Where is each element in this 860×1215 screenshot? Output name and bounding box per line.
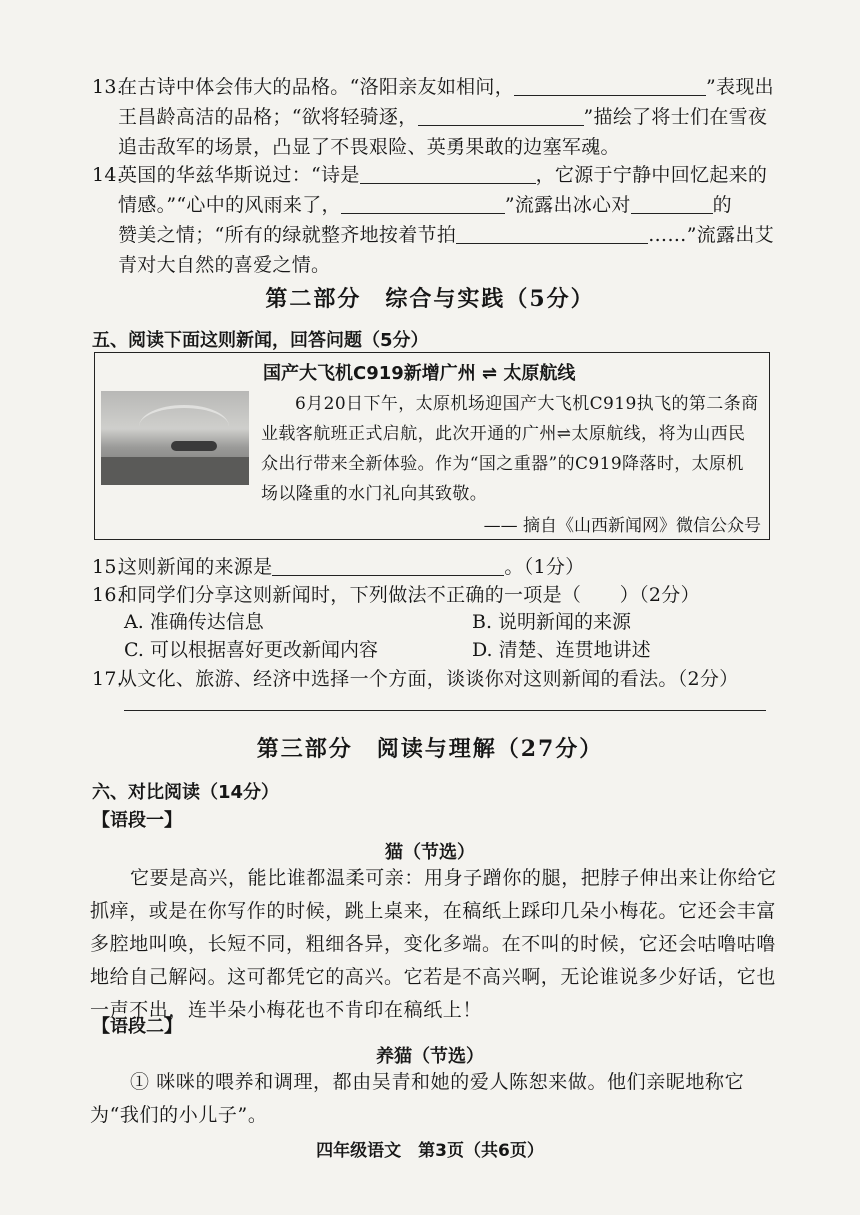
section-6-title: 六、对比阅读（14分） bbox=[92, 782, 280, 803]
question-14: 14.英国的华兹华斯说过：“诗是 ，它源于宁静中回忆起来的 情感。”“心中的风雨来了， ”流露出冰心对 的 赞美之情；“所有的绿就整齐地按着节拍 ……”流露出艾 青对大自然的喜爱之情。 bbox=[92, 160, 782, 280]
question-number: 17. bbox=[92, 668, 124, 690]
passage-1-text: 它要是高兴，能比谁都温柔可亲：用身子蹭你的腿，把脖子伸出来让你给它抓痒，或是在你写作的时候，跳上桌来，在稿纸上踩印几朵小梅花。它还会丰富多腔地叫唤，长短不同，粗细各异，变化多端。在不叫的时候，它还会咕噜咕噜地给自己解闷。这可都凭它的高兴。它若是不高兴啊，无论谁说多少好话，它也一声不出，连半朵小梅花也不肯印在稿纸上！ bbox=[90, 867, 777, 1021]
answer-blank[interactable] bbox=[360, 163, 536, 184]
news-photo bbox=[101, 391, 249, 485]
airplane-shape bbox=[171, 441, 217, 451]
question-15: 15.这则新闻的来源是 。（1分） bbox=[92, 552, 782, 582]
page-footer: 四年级语文 第3页（共6页） bbox=[316, 1141, 544, 1161]
option-b[interactable]: B. 说明新闻的来源 bbox=[472, 611, 632, 633]
runway-shape bbox=[101, 457, 249, 485]
question-number: 15. bbox=[92, 556, 124, 578]
question-number: 16. bbox=[92, 584, 124, 606]
question-number: 13. bbox=[92, 76, 124, 98]
news-box bbox=[94, 352, 770, 540]
passage-2-label: 【语段二】 bbox=[92, 1016, 182, 1037]
option-c[interactable]: C. 可以根据喜好更改新闻内容 bbox=[124, 639, 378, 661]
passage-1-label: 【语段一】 bbox=[92, 810, 182, 831]
section-5-title: 五、阅读下面这则新闻，回答问题（5分） bbox=[92, 330, 429, 351]
answer-blank[interactable] bbox=[514, 75, 706, 96]
answer-line[interactable] bbox=[124, 710, 766, 711]
part-2-title: 第二部分 综合与实践（5分） bbox=[265, 286, 595, 312]
answer-blank[interactable] bbox=[341, 193, 505, 214]
answer-blank[interactable] bbox=[272, 555, 504, 576]
option-d[interactable]: D. 清楚、连贯地讲述 bbox=[472, 639, 651, 661]
passage-2-title: 养猫（节选） bbox=[376, 1046, 484, 1067]
question-number: 14. bbox=[92, 164, 124, 186]
question-17: 17.从文化、旅游、经济中选择一个方面，谈谈你对这则新闻的看法。（2分） bbox=[92, 664, 782, 694]
answer-blank[interactable] bbox=[456, 223, 648, 244]
news-body: 6月20日下午，太原机场迎国产大飞机C919执飞的第二条商业载客航班正式启航，此次开通的广州⇌太原航线，将为山西民众出行带来全新体验。作为“国之重器”的C919降落时，太原机场以隆重的水门礼向其致敬。 bbox=[261, 394, 759, 504]
passage-1-title: 猫（节选） bbox=[385, 842, 475, 863]
option-a[interactable]: A. 准确传达信息 bbox=[124, 611, 264, 633]
answer-blank[interactable] bbox=[418, 105, 584, 126]
question-16: 16.和同学们分享这则新闻时，下列做法不正确的一项是（ ）（2分） bbox=[92, 580, 782, 610]
part-3-title: 第三部分 阅读与理解（27分） bbox=[256, 736, 604, 762]
passage-2-text: ① 咪咪的喂养和调理，都由吴青和她的爱人陈恕来做。他们亲昵地称它为“我们的小儿子”。 bbox=[90, 1071, 745, 1126]
question-13: 13.在古诗中体会伟大的品格。“洛阳亲友如相问， ”表现出 王昌龄高洁的品格；“欲将轻骑逐， ”描绘了将士们在雪夜 追击敌军的场景，凸显了不畏艰险、英勇果敢的边塞军魂。 bbox=[92, 72, 782, 162]
news-source: —— 摘自《山西新闻网》微信公众号 bbox=[483, 516, 761, 536]
answer-blank[interactable] bbox=[631, 193, 713, 214]
news-title: 国产大飞机C919新增广州 ⇌ 太原航线 bbox=[263, 363, 576, 384]
